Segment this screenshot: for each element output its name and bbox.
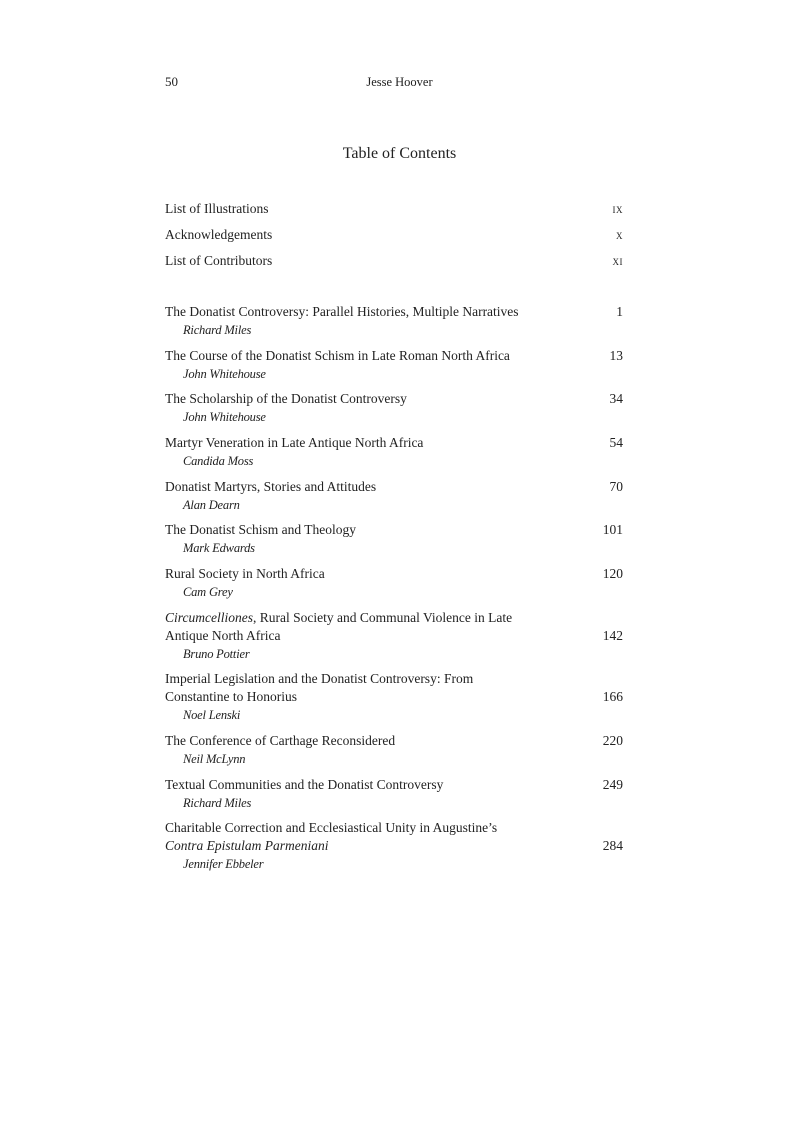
entry-title: The Scholarship of the Donatist Controversy: [165, 391, 407, 406]
entry-author: Alan Dearn: [183, 498, 240, 512]
entry-page: 34: [609, 391, 623, 406]
entry-title: Donatist Martyrs, Stories and Attitudes: [165, 479, 377, 494]
entry-page: x: [616, 228, 623, 242]
entry-title: List of Contributors: [165, 253, 273, 268]
entry-author: Richard Miles: [183, 796, 252, 810]
entry-page: 284: [602, 838, 623, 853]
toc-entry-chapter-5: [165, 478, 623, 514]
toc-entry-chapter-11: [165, 776, 623, 812]
entry-author: Noel Lenski: [183, 708, 241, 722]
entry-page: 249: [602, 777, 623, 792]
entry-title-line-1: Imperial Legislation and the Donatist Controversy: From: [165, 671, 474, 686]
entry-title-line-1: Charitable Correction and Ecclesiastical Unity in Augustine’s: [165, 820, 498, 835]
entry-page: 120: [602, 566, 623, 581]
entry-title: The Course of the Donatist Schism in Late Roman North Africa: [165, 348, 510, 363]
entry-author: Bruno Pottier: [183, 647, 250, 661]
entry-title: The Donatist Schism and Theology: [165, 522, 356, 537]
entry-page: 1: [616, 304, 623, 319]
entry-title-line-2: Antique North Africa: [165, 628, 281, 643]
entry-page: 220: [602, 733, 623, 748]
toc-entry-chapter-2: [165, 347, 623, 383]
entry-page: 13: [609, 348, 623, 363]
entry-page: 70: [609, 479, 623, 494]
entry-author: Candida Moss: [183, 454, 254, 468]
toc-entry-chapter-12: [165, 819, 623, 873]
entry-page: ix: [612, 202, 623, 216]
entry-title: Martyr Veneration in Late Antique North Africa: [165, 435, 424, 450]
entry-title: Rural Society in North Africa: [165, 566, 325, 581]
toc-entry-chapter-3: [165, 390, 623, 426]
entry-author: Jennifer Ebbeler: [183, 857, 264, 871]
entry-author: Mark Edwards: [183, 541, 255, 555]
entry-page: xi: [612, 254, 623, 268]
entry-author: Cam Grey: [183, 585, 233, 599]
entry-author: John Whitehouse: [183, 367, 266, 381]
entry-page: 101: [602, 522, 623, 537]
entry-title-line-2: Contra Epistulam Parmeniani: [165, 838, 329, 853]
toc-entry-chapter-9: [165, 670, 623, 724]
entry-title-line-2: Constantine to Honorius: [165, 689, 297, 704]
toc-entry-chapter-6: [165, 521, 623, 557]
entry-title: The Donatist Controversy: Parallel Histories, Multiple Narratives: [165, 304, 519, 319]
page-title: Table of Contents: [342, 145, 457, 162]
entry-author: Neil McLynn: [183, 752, 246, 766]
toc-entry-chapter-10: [165, 732, 623, 768]
entry-page: 166: [602, 689, 623, 704]
entry-title: Acknowledgements: [165, 227, 273, 242]
running-head: Jesse Hoover: [366, 75, 433, 89]
entry-title-line-1: [165, 609, 623, 627]
entry-page: 142: [602, 628, 623, 643]
toc-entry-chapter-1: [165, 303, 623, 339]
entry-title: List of Illustrations: [165, 201, 269, 216]
entry-author: John Whitehouse: [183, 410, 266, 424]
toc-entry-list-of-contributors: [165, 252, 623, 270]
toc-entry-chapter-7: [165, 565, 623, 601]
toc-entry-chapter-8: [165, 609, 623, 663]
entry-title-italic: Circumcelliones: [165, 610, 253, 625]
toc-entry-acknowledgements: [165, 226, 623, 244]
toc-entry-list-of-illustrations: [165, 200, 623, 218]
entry-author: Richard Miles: [183, 323, 252, 337]
entry-title: The Conference of Carthage Reconsidered: [165, 733, 396, 748]
toc-entry-chapter-4: [165, 434, 623, 470]
entry-page: 54: [609, 435, 623, 450]
entry-title-rest: , Rural Society and Communal Violence in Late: [252, 610, 513, 625]
entry-title: Textual Communities and the Donatist Controversy: [165, 777, 444, 792]
page-number: 50: [165, 74, 178, 89]
